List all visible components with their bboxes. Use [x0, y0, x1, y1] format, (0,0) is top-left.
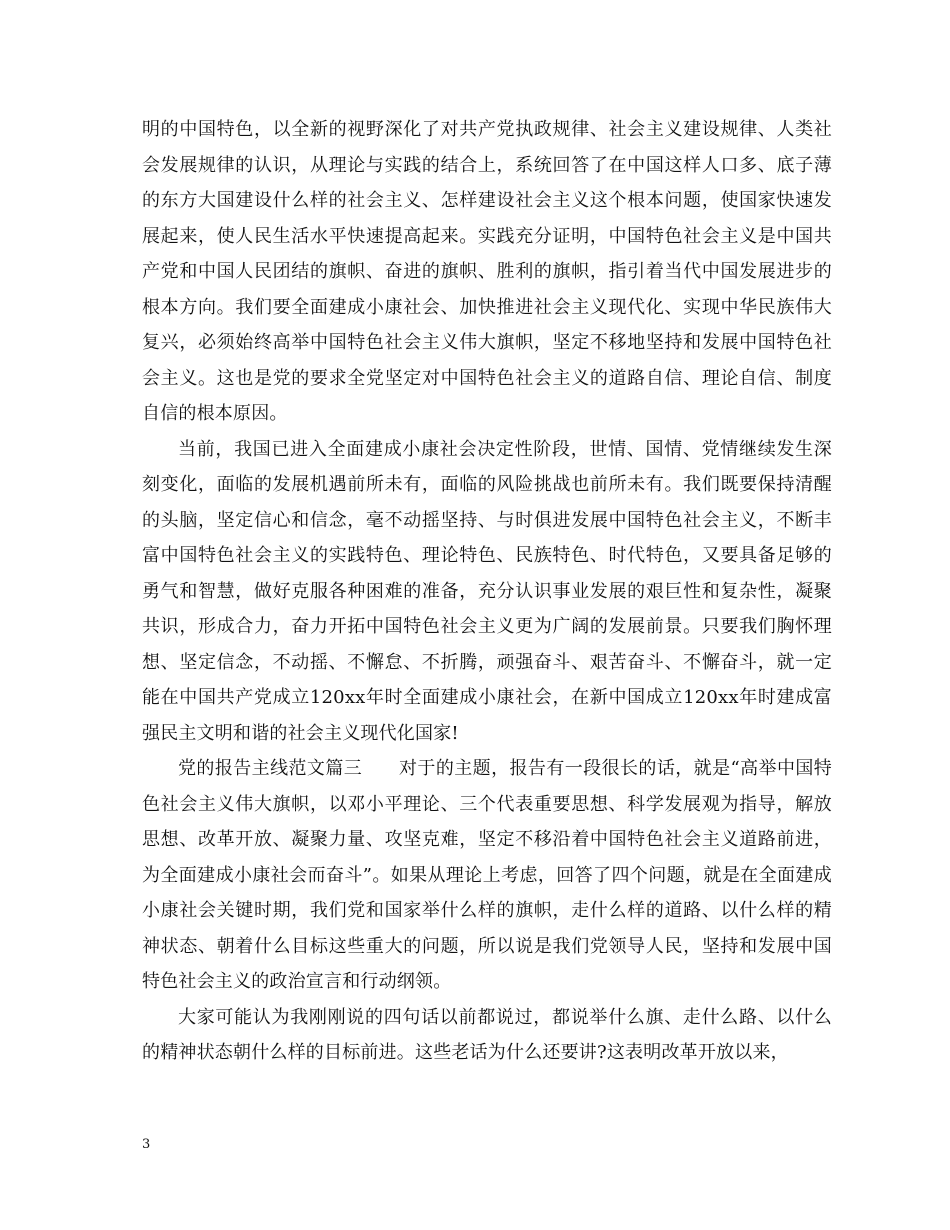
paragraph-2: 当前，我国已进入全面建成小康社会决定性阶段，世情、国情、党情继续发生深刻变化，面临的发展机遇前所未有，面临的风险挑战也前所未有。我们既要保持清醒的头脑，坚定信心和信念，毫不动摇坚持、与时俱进发展中国特色社会主义，不断丰富中国特色社会主义的实践特色、理论特色、民族特色、时代特色，又要具备足够的勇气和智慧，做好克服各种困难的准备，充分认识事业发展的艰巨性和复杂性，凝聚共识，形成合力，奋力开拓中国特色社会主义更为广阔的发展前景。只要我们胸怀理想、坚定信念，不动摇、不懈怠、不折腾，顽强奋斗、艰苦奋斗、不懈奋斗，就一定能在中国共产党成立120xx年时全面建成小康社会，在新中国成立120xx年时建成富强民主文明和谐的社会主义现代化国家!	[142, 438, 832, 744]
paragraph-3: 党的报告主线范文篇三 对于的主题，报告有一段很长的话，就是“高举中国特色社会主义伟大旗帜，以邓小平理论、三个代表重要思想、科学发展观为指导，解放思想、改革开放、凝聚力量、攻坚克难，坚定不移沿着中国特色社会主义道路前进，为全面建成小康社会而奋斗”。如果从理论上考虑，回答了四个问题，就是在全面建成小康社会关键时期，我们党和国家举什么样的旗帜，走什么样的道路、以什么样的精神状态、朝着什么目标这些重大的问题，所以说是我们党领导人民，坚持和发展中国特色社会主义的政治宣言和行动纲领。	[142, 758, 832, 992]
page-number: 3	[142, 1137, 151, 1152]
paragraph-4: 大家可能认为我刚刚说的四句话以前都说过，都说举什么旗、走什么路、以什么的精神状态朝什么样的目标前进。这些老话为什么还要讲?这表明改革开放以来，	[142, 1006, 832, 1063]
document-body	[142, 112, 832, 1071]
paragraph-1: 明的中国特色，以全新的视野深化了对共产党执政规律、社会主义建设规律、人类社会发展规律的认识，从理论与实践的结合上，系统回答了在中国这样人口多、底子薄的东方大国建设什么样的社会主义、怎样建设社会主义这个根本问题，使国家快速发展起来，使人民生活水平快速提高起来。实践充分证明，中国特色社会主义是中国共产党和中国人民团结的旗帜、奋进的旗帜、胜利的旗帜，指引着当代中国发展进步的根本方向。我们要全面建成小康社会、加快推进社会主义现代化、实现中华民族伟大复兴，必须始终高举中国特色社会主义伟大旗帜，坚定不移地坚持和发展中国特色社会主义。这也是党的要求全党坚定对中国特色社会主义的道路自信、理论自信、制度自信的根本原因。	[142, 119, 832, 424]
